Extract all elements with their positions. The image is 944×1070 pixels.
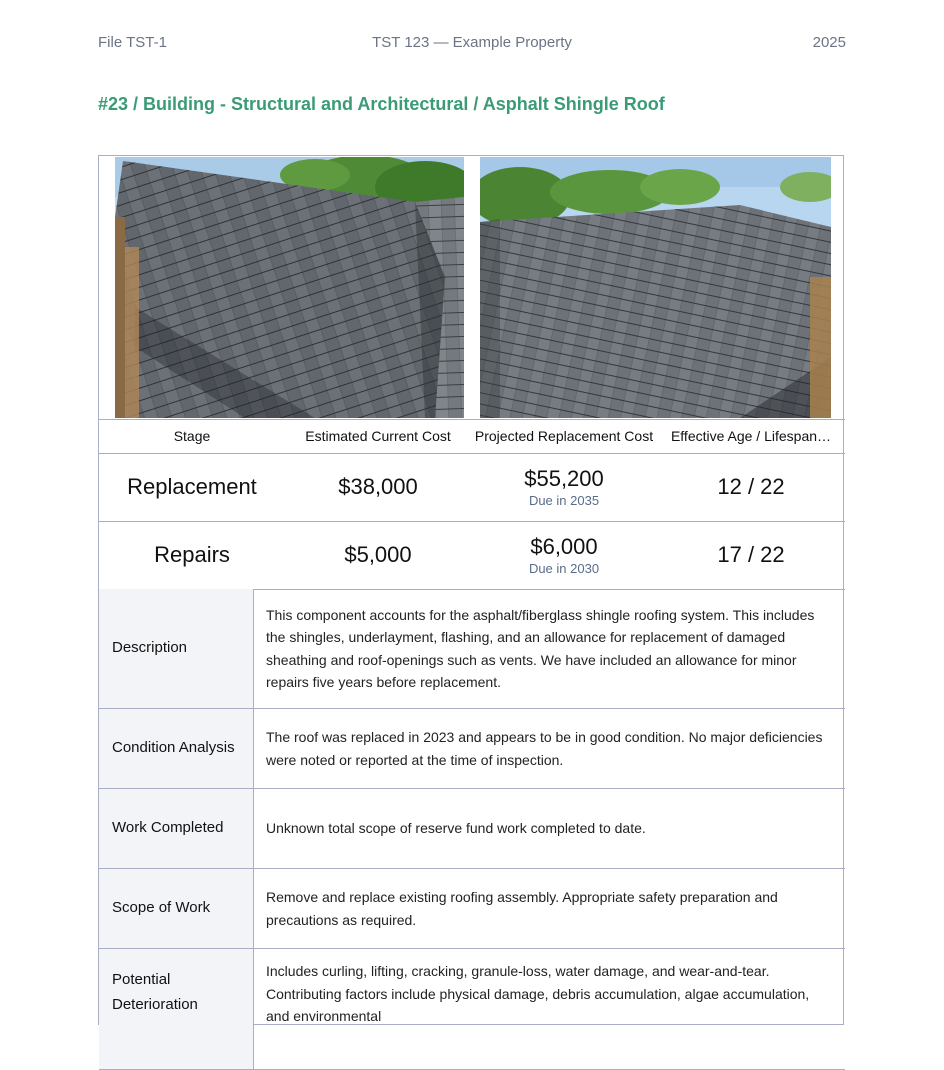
projected-cost: $6,000 bbox=[530, 534, 598, 559]
detail-label: Condition Analysis bbox=[99, 709, 254, 788]
detail-text: This component accounts for the asphalt/fiberglass shingle roofing system. This includes the shingles, underlayment, flashing, and an allowance for replacement of damaged sheathing and roof-openings such as vents. We have included an allowance for minor repairs five years before replacement. bbox=[266, 606, 815, 690]
photo-strip bbox=[99, 156, 845, 420]
page-header bbox=[98, 34, 846, 54]
detail-text: Includes curling, lifting, cracking, granule-loss, water damage, and wear-and-tear. Contributing factors include physical damage, debris accumulation, algae accumulation, and environmental bbox=[266, 963, 810, 1024]
stage-label: Replacement bbox=[127, 474, 257, 499]
roof-photo-2[interactable] bbox=[480, 157, 831, 418]
header-age-lifespan: Effective Age / Lifespan… bbox=[670, 428, 832, 444]
detail-row-description bbox=[99, 589, 845, 709]
report-year: 2025 bbox=[812, 34, 846, 51]
age-lifespan: 17 / 22 bbox=[717, 542, 785, 567]
detail-label: Work Completed bbox=[99, 789, 254, 868]
cost-row-replacement bbox=[99, 453, 845, 522]
detail-row-scope-of-work bbox=[99, 869, 845, 949]
property-name: TST 123 — Example Property bbox=[372, 34, 572, 51]
cost-row-repairs bbox=[99, 521, 845, 590]
age-lifespan: 12 / 22 bbox=[717, 474, 785, 499]
header-current-cost: Estimated Current Cost bbox=[305, 428, 451, 444]
detail-text: Remove and replace existing roofing assembly. Appropriate safety preparation and precautions as required. bbox=[266, 889, 778, 928]
detail-row-work-completed bbox=[99, 789, 845, 869]
detail-label: Description bbox=[99, 589, 254, 708]
current-cost: $5,000 bbox=[344, 542, 412, 567]
detail-text: The roof was replaced in 2023 and appears to be in good condition. No major deficiencies were noted or reported at the time of inspection. bbox=[266, 729, 823, 768]
due-year: Due in 2035 bbox=[528, 493, 600, 508]
detail-label: Potential Deterioration bbox=[99, 949, 254, 1069]
stage-label: Repairs bbox=[154, 542, 230, 567]
roof-photo-1[interactable] bbox=[115, 157, 464, 418]
current-cost: $38,000 bbox=[338, 474, 418, 499]
header-projected-cost: Projected Replacement Cost bbox=[474, 428, 654, 444]
detail-row-potential-deterioration bbox=[99, 949, 845, 1070]
due-year: Due in 2030 bbox=[528, 561, 600, 576]
component-card bbox=[98, 155, 844, 1025]
projected-cost: $55,200 bbox=[524, 466, 604, 491]
detail-row-condition-analysis bbox=[99, 709, 845, 789]
detail-label: Scope of Work bbox=[99, 869, 254, 948]
file-number: File TST-1 bbox=[98, 34, 167, 51]
section-title: #23 / Building - Structural and Architectural / Asphalt Shingle Roof bbox=[98, 94, 665, 114]
details-table bbox=[99, 589, 845, 1070]
header-stage: Stage bbox=[173, 428, 211, 444]
detail-text: Unknown total scope of reserve fund work completed to date. bbox=[266, 820, 646, 837]
cost-table-header bbox=[99, 419, 845, 454]
